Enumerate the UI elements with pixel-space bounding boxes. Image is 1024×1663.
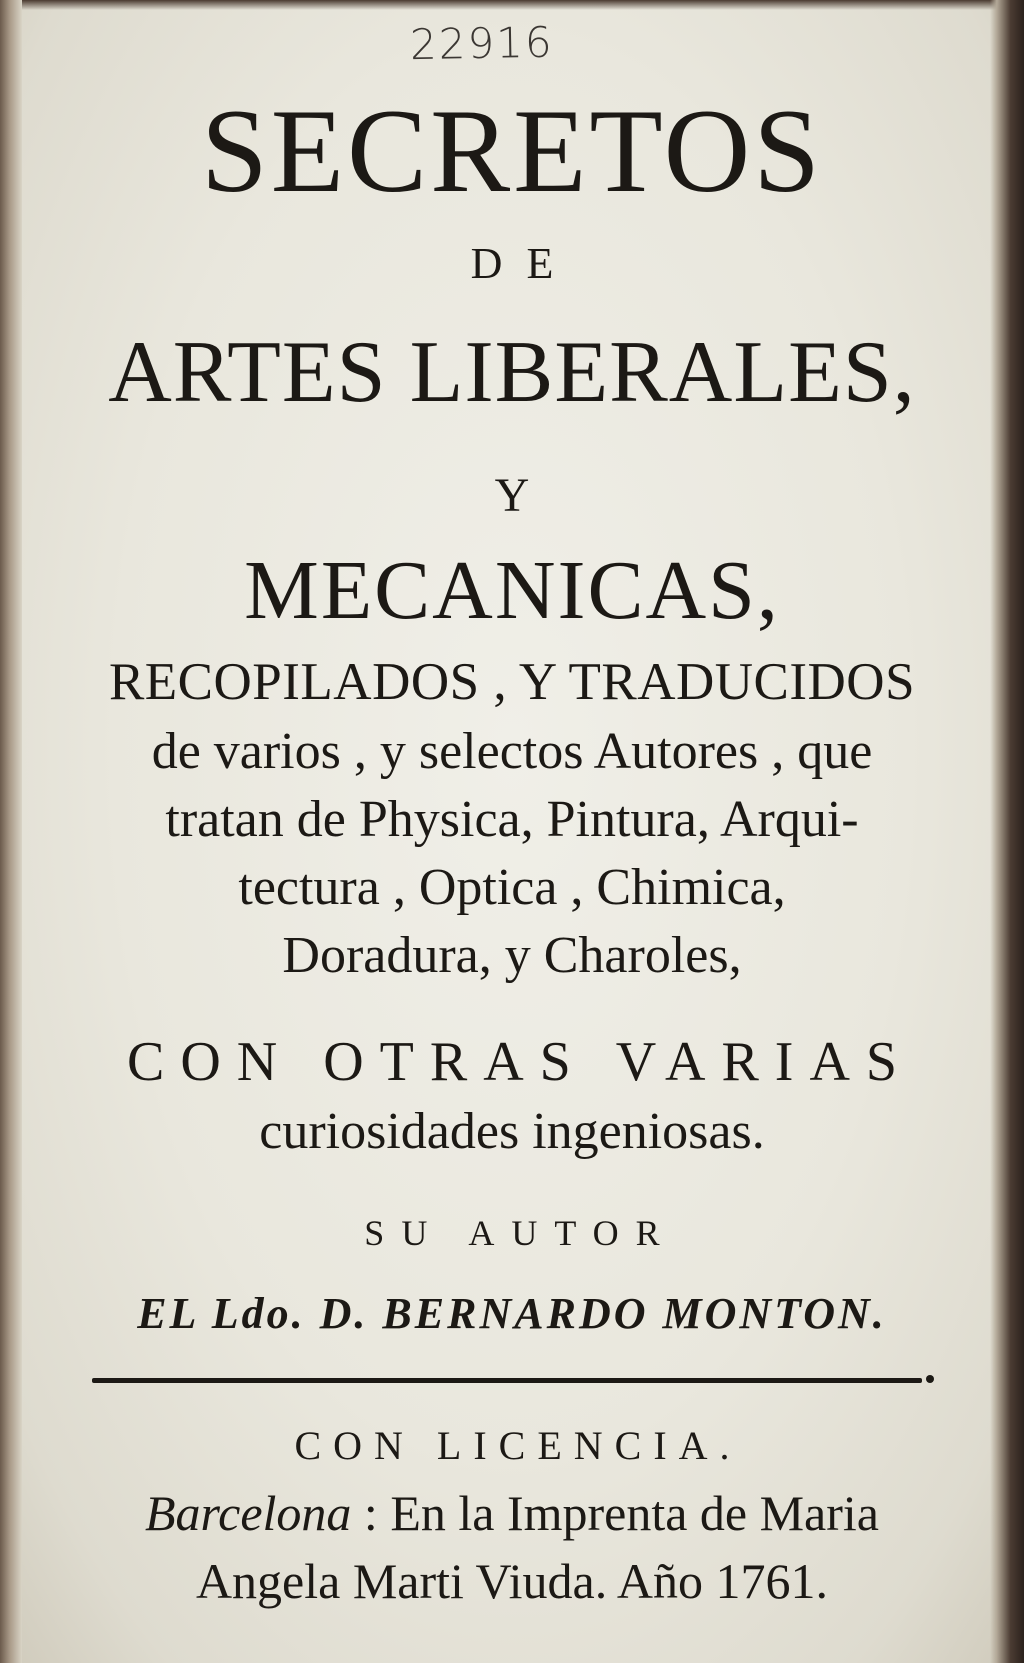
subtitle-line-5: Doradura, y Charoles, bbox=[282, 927, 742, 984]
extra-con-otras-varias: CON OTRAS VARIAS bbox=[126, 1031, 914, 1093]
author-name: EL Ldo. D. BERNARDO MONTON. bbox=[137, 1289, 887, 1338]
imprint-printer: : En la Imprenta de Maria bbox=[363, 1485, 879, 1541]
title-line-y: Y bbox=[494, 469, 530, 522]
subtitle-line-4: tectura , Optica , Chimica, bbox=[238, 859, 786, 916]
author-label: SU AUTOR bbox=[364, 1213, 677, 1253]
horizontal-rule bbox=[92, 1378, 922, 1383]
subtitle-recopilados: RECOPILADOS , Y TRADUCIDOS bbox=[108, 653, 916, 711]
imprint-city: Barcelona bbox=[145, 1485, 352, 1541]
title-line-artes-liberales: ARTES LIBERALES, bbox=[108, 324, 916, 421]
extra-curiosidades: curiosidades ingeniosas. bbox=[259, 1103, 765, 1160]
rule-end-dot bbox=[926, 1375, 934, 1383]
title-line-secretos: SECRETOS bbox=[201, 84, 823, 217]
subtitle-line-3: tratan de Physica, Pintura, Arqui- bbox=[165, 791, 859, 848]
licence-line: CON LICENCIA. bbox=[294, 1423, 742, 1468]
top-page-edge bbox=[0, 0, 1024, 10]
imprint-line-1 bbox=[0, 1484, 1024, 1542]
title-line-de: DE bbox=[470, 239, 578, 288]
imprint-line-2: Angela Marti Viuda. Año 1761. bbox=[195, 1553, 829, 1609]
handwritten-shelf-number: 22916 bbox=[409, 17, 555, 70]
subtitle-line-2: de varios , y selectos Autores , que bbox=[151, 723, 873, 780]
title-line-mecanicas: MECANICAS, bbox=[244, 544, 780, 637]
